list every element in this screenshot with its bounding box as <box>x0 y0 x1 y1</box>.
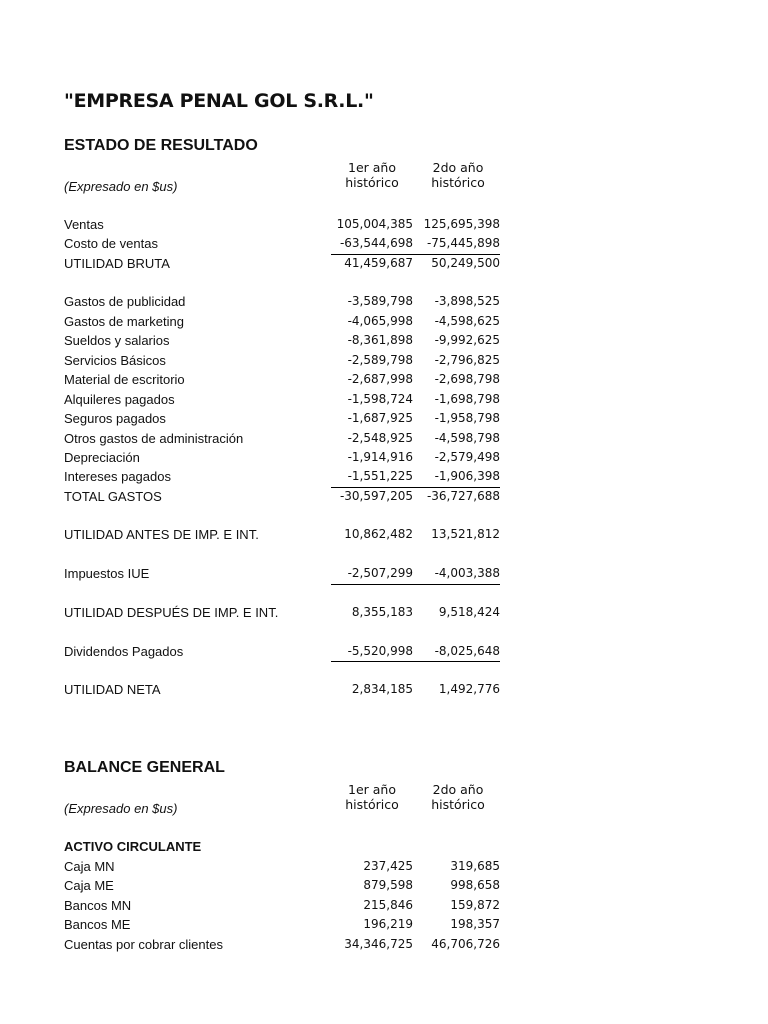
row-value-year1: 8,355,183 <box>351 605 413 619</box>
row-value-year2: -4,598,625 <box>434 314 500 328</box>
income-row-impuestos <box>64 566 504 585</box>
row-value-year1: -1,914,916 <box>347 450 413 464</box>
row-value-year1: 41,459,687 <box>344 256 413 270</box>
row-value-year2: -36,727,688 <box>426 489 500 503</box>
balance-col2-header <box>413 782 503 812</box>
income-col2-line1: 2do año <box>432 160 484 175</box>
row-label: UTILIDAD BRUTA <box>64 256 170 271</box>
balance-row-bancos-mn <box>64 898 504 917</box>
subtotal-rule <box>331 254 500 255</box>
row-value-year2: 1,492,776 <box>438 682 500 696</box>
row-label: UTILIDAD ANTES DE IMP. E INT. <box>64 527 259 542</box>
row-label: Alquileres pagados <box>64 392 175 407</box>
income-row-depreciacion <box>64 450 504 469</box>
row-label: Bancos MN <box>64 898 132 913</box>
row-value-year2: 9,518,424 <box>438 605 500 619</box>
row-value-year1: -1,598,724 <box>347 392 413 406</box>
income-subtitle: (Expresado en $us) <box>64 179 178 194</box>
section-activo-circulante: ACTIVO CIRCULANTE <box>64 839 202 854</box>
income-row-sueldos <box>64 333 504 352</box>
income-col1-line2: histórico <box>345 175 399 190</box>
row-label: Impuestos IUE <box>64 566 150 581</box>
row-value-year2: 50,249,500 <box>431 256 500 270</box>
row-label: UTILIDAD DESPUÉS DE IMP. E INT. <box>64 605 279 620</box>
balance-title: BALANCE GENERAL <box>64 759 225 776</box>
row-label: Servicios Básicos <box>64 353 166 368</box>
subtotal-rule <box>331 584 500 585</box>
balance-col1-line2: histórico <box>345 797 399 812</box>
balance-col2-line2: histórico <box>431 797 485 812</box>
row-label: Ventas <box>64 217 104 232</box>
income-row-otros-gastos <box>64 431 504 450</box>
row-value-year2: 198,357 <box>450 917 500 931</box>
income-row-utilidad-antes <box>64 527 504 546</box>
row-label: Cuentas por cobrar clientes <box>64 937 223 952</box>
row-value-year1: 10,862,482 <box>344 527 413 541</box>
income-row-seguros <box>64 411 504 430</box>
balance-col2-line1: 2do año <box>432 782 484 797</box>
row-value-year1: -1,687,925 <box>347 411 413 425</box>
row-value-year2: 319,685 <box>450 859 500 873</box>
row-label: Intereses pagados <box>64 469 171 484</box>
row-value-year2: 998,658 <box>450 878 500 892</box>
income-row-costo-ventas <box>64 236 504 255</box>
row-value-year1: -2,589,798 <box>347 353 413 367</box>
row-value-year1: 2,834,185 <box>351 682 413 696</box>
income-row-gastos-marketing <box>64 314 504 333</box>
row-value-year2: -1,698,798 <box>434 392 500 406</box>
row-label: Caja ME <box>64 878 114 893</box>
row-value-year1: -63,544,698 <box>339 236 413 250</box>
row-value-year2: -75,445,898 <box>426 236 500 250</box>
row-value-year1: -2,687,998 <box>347 372 413 386</box>
row-label: Gastos de publicidad <box>64 294 186 309</box>
row-value-year2: 125,695,398 <box>423 217 500 231</box>
row-value-year1: -3,589,798 <box>347 294 413 308</box>
income-row-servicios <box>64 353 504 372</box>
balance-row-caja-mn <box>64 859 504 878</box>
row-value-year2: 13,521,812 <box>431 527 500 541</box>
row-value-year1: 34,346,725 <box>344 937 413 951</box>
row-value-year2: -3,898,525 <box>434 294 500 308</box>
row-label: UTILIDAD NETA <box>64 682 161 697</box>
balance-row-cuentas-cobrar <box>64 937 504 956</box>
row-value-year2: -4,003,388 <box>434 566 500 580</box>
row-value-year1: 105,004,385 <box>336 217 413 231</box>
row-value-year2: -1,958,798 <box>434 411 500 425</box>
row-value-year1: -2,548,925 <box>347 431 413 445</box>
income-row-ventas <box>64 217 504 236</box>
row-value-year1: -5,520,998 <box>347 644 413 658</box>
income-col2-header <box>413 160 503 190</box>
income-row-material <box>64 372 504 391</box>
row-value-year1: 879,598 <box>363 878 413 892</box>
row-label: Material de escritorio <box>64 372 185 387</box>
row-value-year1: 215,846 <box>363 898 413 912</box>
income-row-gastos-publicidad <box>64 294 504 313</box>
income-col1-line1: 1er año <box>348 160 396 175</box>
balance-col1-header <box>327 782 417 812</box>
income-row-total-gastos <box>64 489 504 508</box>
income-col2-line2: histórico <box>431 175 485 190</box>
company-name: "EMPRESA PENAL GOL S.R.L." <box>64 90 374 112</box>
income-title: ESTADO DE RESULTADO <box>64 137 258 154</box>
row-label: TOTAL GASTOS <box>64 489 162 504</box>
row-value-year2: -9,992,625 <box>434 333 500 347</box>
row-label: Dividendos Pagados <box>64 644 184 659</box>
row-value-year2: -2,579,498 <box>434 450 500 464</box>
row-value-year2: 159,872 <box>450 898 500 912</box>
balance-row-bancos-me <box>64 917 504 936</box>
balance-col1-line1: 1er año <box>348 782 396 797</box>
income-row-alquileres <box>64 392 504 411</box>
income-col1-header <box>327 160 417 190</box>
row-value-year1: -2,507,299 <box>347 566 413 580</box>
row-value-year2: -2,796,825 <box>434 353 500 367</box>
row-value-year1: 237,425 <box>363 859 413 873</box>
row-label: Caja MN <box>64 859 115 874</box>
row-label: Gastos de marketing <box>64 314 184 329</box>
income-row-intereses <box>64 469 504 488</box>
income-row-utilidad-despues <box>64 605 504 624</box>
balance-row-caja-me <box>64 878 504 897</box>
row-value-year1: -4,065,998 <box>347 314 413 328</box>
row-label: Seguros pagados <box>64 411 166 426</box>
row-value-year1: -30,597,205 <box>339 489 413 503</box>
row-value-year1: -1,551,225 <box>347 469 413 483</box>
row-value-year2: -1,906,398 <box>434 469 500 483</box>
subtotal-rule <box>331 661 500 662</box>
row-label: Sueldos y salarios <box>64 333 170 348</box>
income-row-utilidad-neta <box>64 682 504 701</box>
row-label: Depreciación <box>64 450 140 465</box>
income-row-utilidad-bruta <box>64 256 504 275</box>
row-value-year2: -8,025,648 <box>434 644 500 658</box>
row-value-year1: 196,219 <box>363 917 413 931</box>
row-label: Costo de ventas <box>64 236 158 251</box>
subtotal-rule <box>331 487 500 488</box>
row-label: Otros gastos de administración <box>64 431 244 446</box>
row-value-year2: -2,698,798 <box>434 372 500 386</box>
row-value-year1: -8,361,898 <box>347 333 413 347</box>
row-value-year2: 46,706,726 <box>431 937 500 951</box>
balance-subtitle: (Expresado en $us) <box>64 801 178 816</box>
row-label: Bancos ME <box>64 917 131 932</box>
row-value-year2: -4,598,798 <box>434 431 500 445</box>
